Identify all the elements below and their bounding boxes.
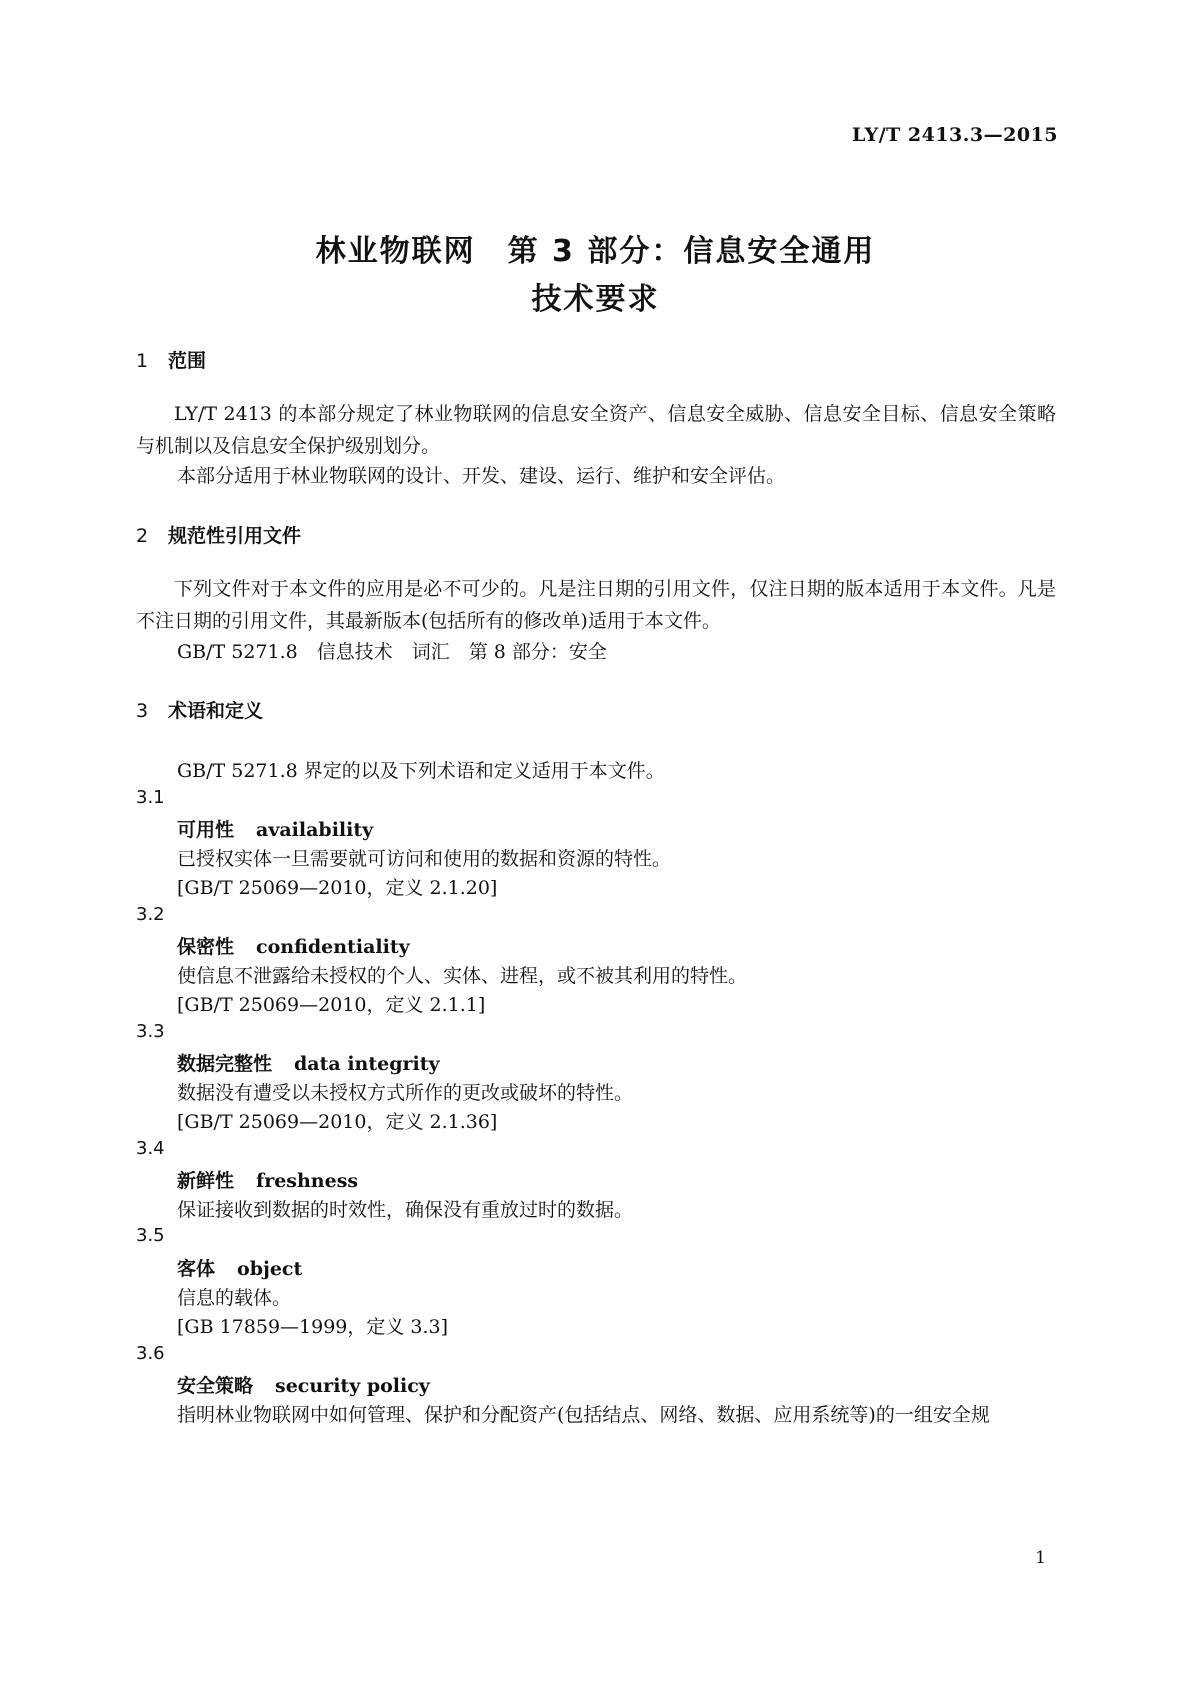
term-source: [GB/T 25069—2010，定义 2.1.20]: [177, 877, 498, 899]
section-number: 3: [136, 700, 149, 722]
document-title-line-1: 林业物联网 第 3 部分：信息安全通用: [315, 234, 876, 269]
scope-paragraph-2: 本部分适用于林业物联网的设计、开发、建设、运行、维护和安全评估。: [177, 465, 786, 487]
term-source: [GB/T 25069—2010，定义 2.1.36]: [177, 1111, 498, 1133]
term-source: [GB/T 25069—2010，定义 2.1.1]: [177, 994, 486, 1016]
term-en: object: [237, 1258, 303, 1280]
term-definition: 指明林业物联网中如何管理、保护和分配资产(包括结点、网络、数据、应用系统等)的一组安全规: [177, 1404, 990, 1426]
section-heading-normative-references: [136, 521, 301, 548]
term-number: 3.6: [136, 1343, 165, 1364]
term-zh: 安全策略: [177, 1375, 254, 1397]
section-title: 范围: [168, 350, 207, 372]
term-zh: 数据完整性: [177, 1053, 273, 1075]
section-number: 1: [136, 350, 149, 372]
references-paragraph: 下列文件对于本文件的应用是必不可少的。凡是注日期的引用文件，仅注日期的版本适用于本文件。凡是不注日期的引用文件，其最新版本(包括所有的修改单)适用于本文件。: [136, 578, 1056, 632]
section-title: 术语和定义: [168, 700, 264, 722]
term-en: freshness: [256, 1170, 359, 1192]
term-en: confidentiality: [256, 936, 410, 958]
term-en: security policy: [275, 1375, 430, 1397]
term-name: [177, 815, 373, 842]
term-definition: 保证接收到数据的时效性，确保没有重放过时的数据。: [177, 1199, 634, 1221]
term-number: 3.1: [136, 787, 165, 808]
section-title: 规范性引用文件: [168, 525, 302, 547]
section-heading-terms: [136, 696, 263, 723]
page-number: 1: [1035, 1548, 1046, 1568]
document-title-line-2: 技术要求: [531, 282, 660, 317]
term-name: [177, 1166, 358, 1193]
term-name: [177, 1371, 430, 1398]
term-definition: 信息的载体。: [177, 1287, 292, 1309]
term-name: [177, 1049, 440, 1076]
term-zh: 新鲜性: [177, 1170, 235, 1192]
section-number: 2: [136, 525, 149, 547]
standard-code: LY/T 2413.3—2015: [852, 124, 1058, 146]
term-zh: 客体: [177, 1258, 216, 1280]
term-number: 3.4: [136, 1138, 165, 1159]
term-number: 3.3: [136, 1021, 165, 1042]
term-name: [177, 932, 410, 959]
term-definition: 已授权实体一旦需要就可访问和使用的数据和资源的特性。: [177, 848, 672, 870]
section-heading-scope: [136, 346, 206, 373]
term-en: data integrity: [294, 1053, 440, 1075]
scope-paragraph-1: LY/T 2413 的本部分规定了林业物联网的信息安全资产、信息安全威胁、信息安全目标、信息安全策略与机制以及信息安全保护级别划分。: [136, 403, 1056, 457]
term-source: [GB 17859—1999，定义 3.3]: [177, 1316, 449, 1338]
term-zh: 可用性: [177, 819, 235, 841]
term-definition: 数据没有遭受以未授权方式所作的更改或破坏的特性。: [177, 1082, 634, 1104]
term-en: availability: [256, 819, 374, 841]
reference-item: GB/T 5271.8 信息技术 词汇 第 8 部分：安全: [177, 641, 607, 663]
terms-intro: GB/T 5271.8 界定的以及下列术语和定义适用于本文件。: [177, 760, 665, 782]
term-definition: 使信息不泄露给未授权的个人、实体、进程，或不被其利用的特性。: [177, 965, 748, 987]
term-zh: 保密性: [177, 936, 235, 958]
term-number: 3.5: [136, 1225, 165, 1246]
term-name: [177, 1254, 302, 1281]
term-number: 3.2: [136, 904, 165, 925]
